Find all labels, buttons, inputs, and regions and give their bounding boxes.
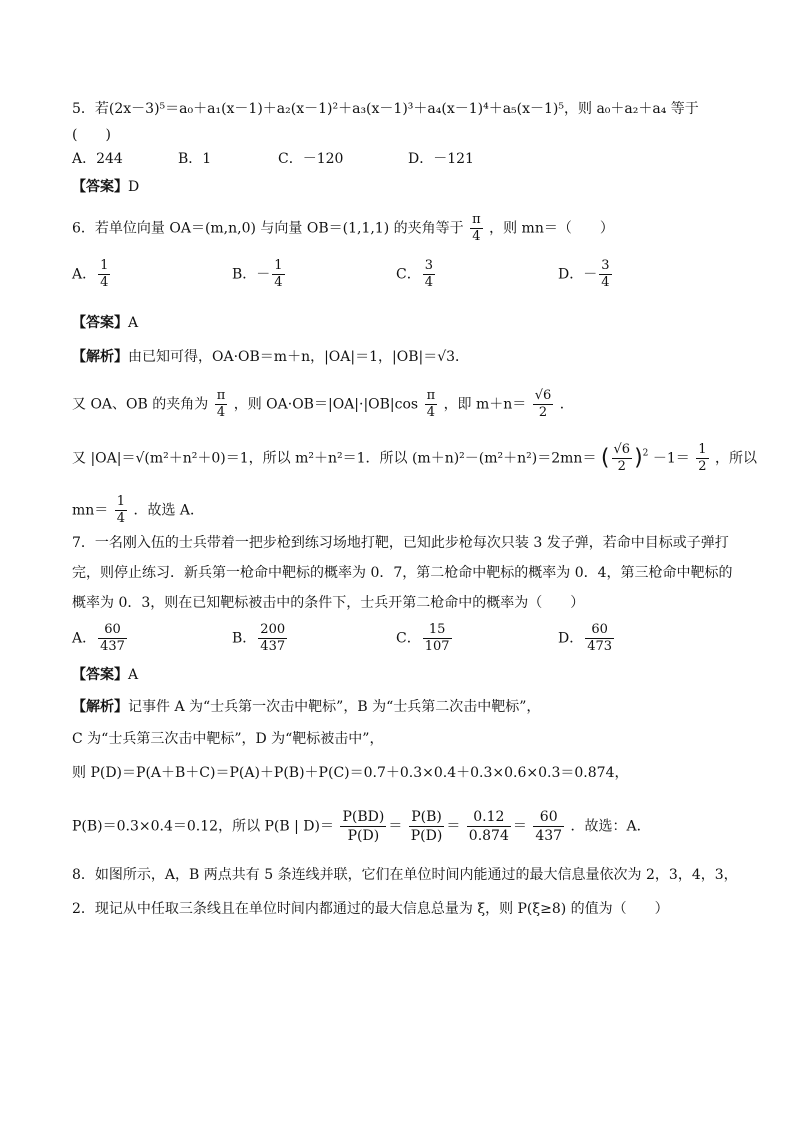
- q6-option-d: D．－ $\frac{3}{4}$: [558, 258, 610, 290]
- q7-line3: 概率为 0．3，则在已知靶标被击中的条件下，士兵开第二枪命中的概率为（ ）: [72, 595, 585, 611]
- q6-angle-fraction: $\frac{\pi}{4}$: [472, 212, 481, 244]
- q7-option-d: D． $\frac{60}{473}$: [558, 622, 613, 654]
- q7-analysis-line1: 【解析】记事件 A 为“士兵第一次击中靶标”，B 为“士兵第二次击中靶标”，: [72, 699, 541, 715]
- answer-value: D: [128, 179, 140, 195]
- q7-analysis-line2: C 为“士兵第三次击中靶标”，D 为“靶标被击中”，: [72, 731, 384, 747]
- q5-option-b: B．1: [178, 151, 212, 167]
- q6-analysis-line3: 又 |OA|＝√(m²＋n²＋0)＝1，所以 m²＋n²＝1．所以 (m＋n)²－(m²＋n²)＝2mn＝ ( $\frac{√6}{2}$ )$^2$ －1＝ $\frac{1}{2}$ ，所以: [72, 442, 757, 474]
- q7-analysis-line4: P(B)＝0.3×0.4＝0.12，所以 P(B | D)＝ $\frac{P(BD)}{P(D)}$ ＝ $\frac{P(B)}{P(D)}$ ＝ $\frac{0.12}{0.874}$ ＝ $\frac{60}{437}$ ．故选：A．: [72, 809, 651, 844]
- q6-answer: 【答案】A: [72, 315, 139, 331]
- q7-analysis-line3: 则 P(D)＝P(A＋B＋C)＝P(A)＋P(B)＋P(C)＝0.7＋0.3×0.4＋0.3×0.6×0.3＝0.874，: [72, 765, 629, 781]
- q6-analysis-line1: 【解析】由已知可得，OA·OB＝m＋n，|OA|＝1，|OB|＝√3．: [72, 349, 470, 365]
- q8-line2: 2．现记从中任取三条线且在单位时间内都通过的最大信息总量为 ξ，则 P(ξ≥8) 的值为（ ）: [72, 901, 669, 917]
- q5-stem: 5．若(2x－3)⁵＝a₀＋a₁(x－1)＋a₂(x－1)²＋a₃(x－1)³＋a₄(x－1)⁴＋a₅(x－1)⁵，则 a₀＋a₂＋a₄ 等于: [72, 101, 699, 117]
- q7-line2: 完，则停止练习．新兵第一枪命中靶标的概率为 0．7，第二枪命中靶标的概率为 0．4，第三枪命中靶标的: [72, 565, 733, 581]
- q5-option-a: A．244: [72, 151, 123, 167]
- q7-option-c: C． $\frac{15}{107}$: [396, 622, 450, 654]
- q5-option-d: D．－121: [408, 151, 474, 167]
- q6-option-a: A． $\frac{1}{4}$: [72, 258, 109, 290]
- q5-option-c: C．－120: [278, 151, 344, 167]
- q6-stem: 6．若单位向量 OA＝(m,n,0) 与向量 OB＝(1,1,1) 的夹角等于 $\frac{\pi}{4}$ ，则 mn＝（ ）: [72, 212, 614, 244]
- q7-answer: 【答案】A: [72, 667, 139, 683]
- q6-analysis-line4: mn＝ $\frac{1}{4}$ ．故选 A．: [72, 494, 205, 526]
- q6-analysis-line2: 又 OA、OB 的夹角为 $\frac{\pi}{4}$ ，则 OA·OB＝|OA|·|OB|cos $\frac{\pi}{4}$ ，即 m＋n＝ $\frac{√6}{2}$ ．: [72, 388, 574, 420]
- analysis-label: 【解析】: [72, 349, 128, 365]
- q7-option-a: A． $\frac{60}{437}$: [72, 622, 125, 654]
- q6-option-c: C． $\frac{3}{4}$: [396, 258, 433, 290]
- q5-bracket: ( ): [72, 127, 111, 143]
- q7-option-b: B． $\frac{200}{437}$: [232, 622, 286, 654]
- q8-line1: 8．如图所示，A，B 两点共有 5 条连线并联，它们在单位时间内能通过的最大信息量依次为 2，3，4，3，: [72, 867, 738, 883]
- q6-option-b: B．－ $\frac{1}{4}$: [232, 258, 283, 290]
- q7-line1: 7．一名刚入伍的士兵带着一把步枪到练习场地打靶，已知此步枪每次只装 3 发子弹，若命中目标或子弹打: [72, 535, 729, 551]
- answer-label: 【答案】: [72, 179, 128, 195]
- q5-answer: [72, 178, 139, 196]
